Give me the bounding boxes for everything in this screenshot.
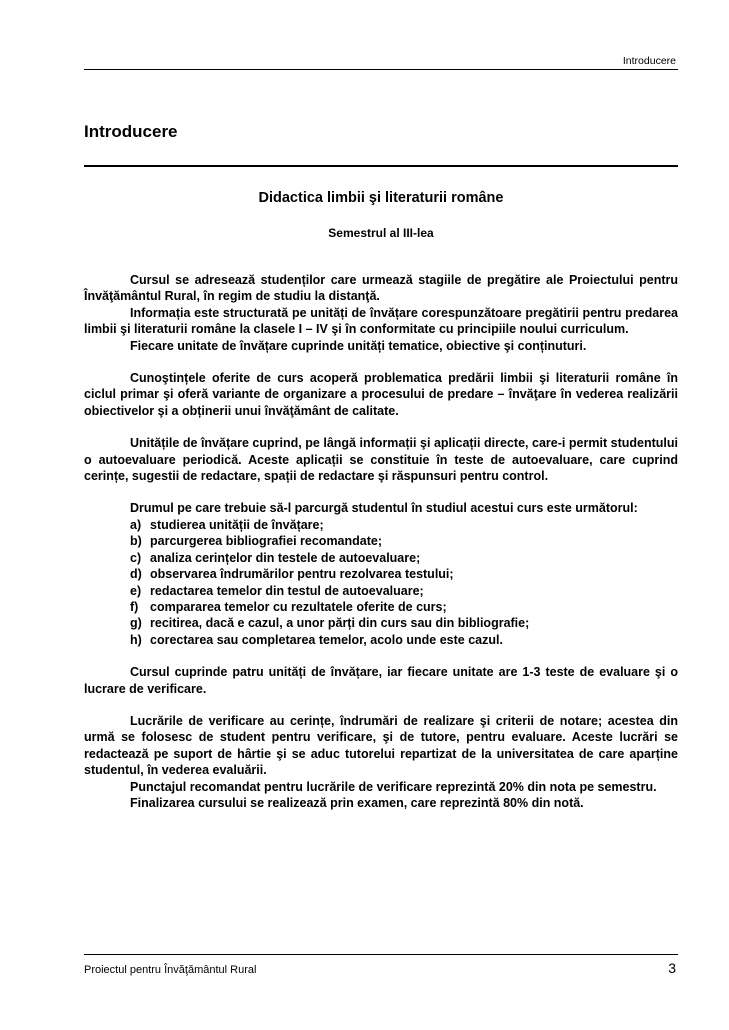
semester-label: Semestrul al III-lea [328, 226, 434, 240]
paragraph-units: Unitățile de învățare cuprind, pe lângă informații şi aplicații directe, care-i permit studentului o autoevaluare periodică. Aceste aplicații se constituie în teste de autoevaluare, care cuprind cerințe, sugestii de redactare, spații de redactare şi răspunsuri pentru control. [84, 436, 678, 484]
list-marker: e) [130, 583, 142, 598]
footer-divider [84, 954, 678, 955]
list-item [130, 517, 678, 533]
paragraph-score: Punctajul recomandat pentru lucrările de verificare reprezintă 20% din nota pe semestru. [130, 779, 657, 794]
list-item [130, 566, 678, 582]
list-item [130, 533, 678, 549]
chapter-title: Introducere [84, 122, 178, 141]
list-marker: g) [130, 616, 142, 631]
paragraph-unit-contents: Fiecare unitate de învățare cuprinde unități tematice, obiective şi conținuturi. [130, 338, 587, 353]
paragraph-verification: Lucrările de verificare au cerințe, îndrumări de realizare şi criterii de notare; acestea din urmă se folosesc de student pentru verificare, şi de tutore, pentru evaluare. Aceste lucrări se redactează pe suport de hârtie şi se aduc tutorelui repartizat de la universitatea de care aparține studentul, în vederea evaluării. [84, 713, 678, 778]
paragraph-audience: Cursul se adresează studenților care urmează stagiile de pregătire ale Proiectului pentru Învăţământul Rural, în regim de studiu la distanţă. [84, 273, 678, 304]
list-item-text: recitirea, dacă e cazul, a unor părți din curs sau din bibliografie; [150, 616, 530, 631]
title-divider [84, 165, 678, 167]
page-number: 3 [668, 960, 676, 976]
footer-project-name: Proiectul pentru Învăţământul Rural [84, 964, 257, 976]
header-divider [84, 69, 678, 70]
list-item-text: parcurgerea bibliografiei recomandate; [150, 534, 383, 549]
list-item [130, 632, 678, 648]
list-item [130, 615, 678, 631]
list-marker: h) [130, 632, 142, 647]
list-item-text: corectarea sau completarea temelor, acolo unde este cazul. [150, 632, 503, 647]
list-marker: a) [130, 517, 142, 532]
list-item [130, 583, 678, 599]
running-header: Introducere [622, 55, 676, 67]
paragraph-course-contents: Cursul cuprinde patru unități de învățare, iar fiecare unitate are 1-3 teste de evaluare şi o lucrare de verificare. [84, 665, 678, 696]
list-marker: c) [130, 550, 142, 565]
course-title: Didactica limbii şi literaturii române [258, 190, 504, 206]
list-item-text: analiza cerințelor din testele de autoevaluare; [150, 550, 421, 565]
paragraph-path: Drumul pe care trebuie să-l parcurgă studentul în studiul acestui curs este următorul: [130, 501, 638, 516]
body-text [84, 272, 678, 811]
list-item [130, 550, 678, 566]
paragraph-knowledge: Cunoştințele oferite de curs acoperă problematica predării limbii şi literaturii române în ciclul primar şi oferă variante de organizare a procesului de predare – învăţare în vederea realizării obiectivelor şi a obținerii unui învăţământ de calitate. [84, 371, 678, 418]
list-item-text: compararea temelor cu rezultatele oferite de curs; [150, 599, 447, 614]
list-marker: f) [130, 599, 139, 614]
list-marker: b) [130, 534, 142, 549]
list-marker: d) [130, 567, 142, 582]
list-item-text: observarea îndrumărilor pentru rezolvarea testului; [150, 567, 454, 582]
paragraph-structure: Informația este structurată pe unități de învățare corespunzătoare pregătirii pentru predarea limbii şi literaturii române la clasele I – IV şi în conformitate cu principiile noului curriculum. [84, 305, 678, 337]
list-item-text: redactarea temelor din testul de autoevaluare; [150, 583, 424, 598]
list-item-text: studierea unității de învățare; [150, 517, 324, 532]
paragraph-final-exam: Finalizarea cursului se realizează prin examen, care reprezintă 80% din notă. [130, 795, 584, 810]
list-item [130, 599, 678, 615]
study-steps-list [84, 517, 678, 648]
